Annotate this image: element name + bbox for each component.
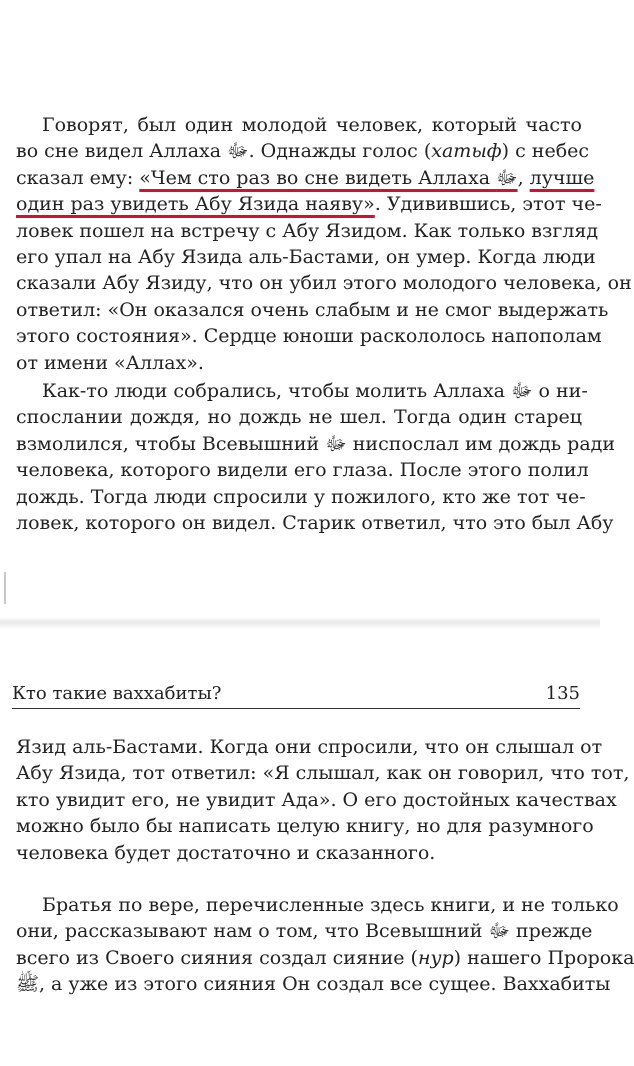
underlined-quote-part-3: один раз увидеть Абу Язида наяву» [16,193,375,216]
book-title: Кто такие ваххабиты? [12,683,222,704]
margin-mark [4,572,6,604]
text-line: всего из Своего сияния создал сияние (нур) нашего Пророка [16,946,634,969]
text-line: этого состояния». Сердце юноши раскололось напополам [16,325,602,348]
page-number: 135 [545,683,580,704]
text-line: ﷺ, а уже из этого сияния Он создал все сущее. Ваххабиты [16,973,611,996]
text-line: кто увидит его, не увидит Ада». О его достойных качествах [16,788,617,811]
text-line: спослании дождя, но дождь не шел. Тогда один старец [16,406,582,429]
paragraph-4 [16,892,634,998]
text-line: его упал на Абу Язида аль-Бастами, он умер. Когда люди [16,246,596,269]
page-separator [0,617,600,629]
text-line-highlighted: один раз увидеть Абу Язида наяву». Удивившись, этот че- [16,193,602,216]
text-line: взмолился, чтобы Всевышний ﷻ ниспослал им дождь ради [16,432,616,455]
text-line: ловек пошел на встречу с Абу Язидом. Как только взгляд [16,219,599,242]
paragraph-3 [16,734,630,866]
paragraph-2 [16,378,616,536]
text-line: ответил: «Он оказался очень слабым и не смог выдержать [16,298,609,321]
text-line: Абу Язида, тот ответил: «Я слышал, как он говорил, что тот, [16,762,630,785]
text-line: Как-то люди собрались, чтобы молить Аллаха ﷻ о ни- [42,380,588,402]
text-line: человека, которого видели его глаза. После этого полил [16,459,589,482]
text-line: Язид аль-Бастами. Когда они спросили, что он слышал от [16,736,603,758]
text-line: сказали Абу Язиду, что он убил этого молодого человека, он [16,272,632,295]
text-line: во сне видел Аллаха ﷻ. Однажды голос (хатыф) с небес [16,140,590,163]
text-line: они, рассказывают нам о том, что Всевышний ﷻ прежде [16,920,593,943]
text-line: человека будет достаточно и сказанного. [16,841,436,864]
text-line: Братья по вере, перечисленные здесь книги, и не только [42,894,619,916]
text-line: дождь. Тогда люди спросили у пожилого, кто же тот че- [16,485,586,508]
text-line: от имени «Аллах». [16,351,204,374]
text-line: ловек, которого он видел. Старик ответил, что это был Абу [16,512,614,535]
text-line: Говорят, был один молодой человек, который часто [42,114,582,136]
text-line-highlighted: сказал ему: «Чем сто раз во сне видеть Аллаха ﷻ, лучше [16,166,595,189]
running-head [12,680,580,709]
underlined-quote-part-1: «Чем сто раз во сне видеть Аллаха ﷻ [139,166,518,189]
paragraph-1 [16,112,632,376]
text-line: можно было бы написать целую книгу, но для разумного [16,815,594,838]
underlined-quote-part-2: лучше [529,166,595,189]
